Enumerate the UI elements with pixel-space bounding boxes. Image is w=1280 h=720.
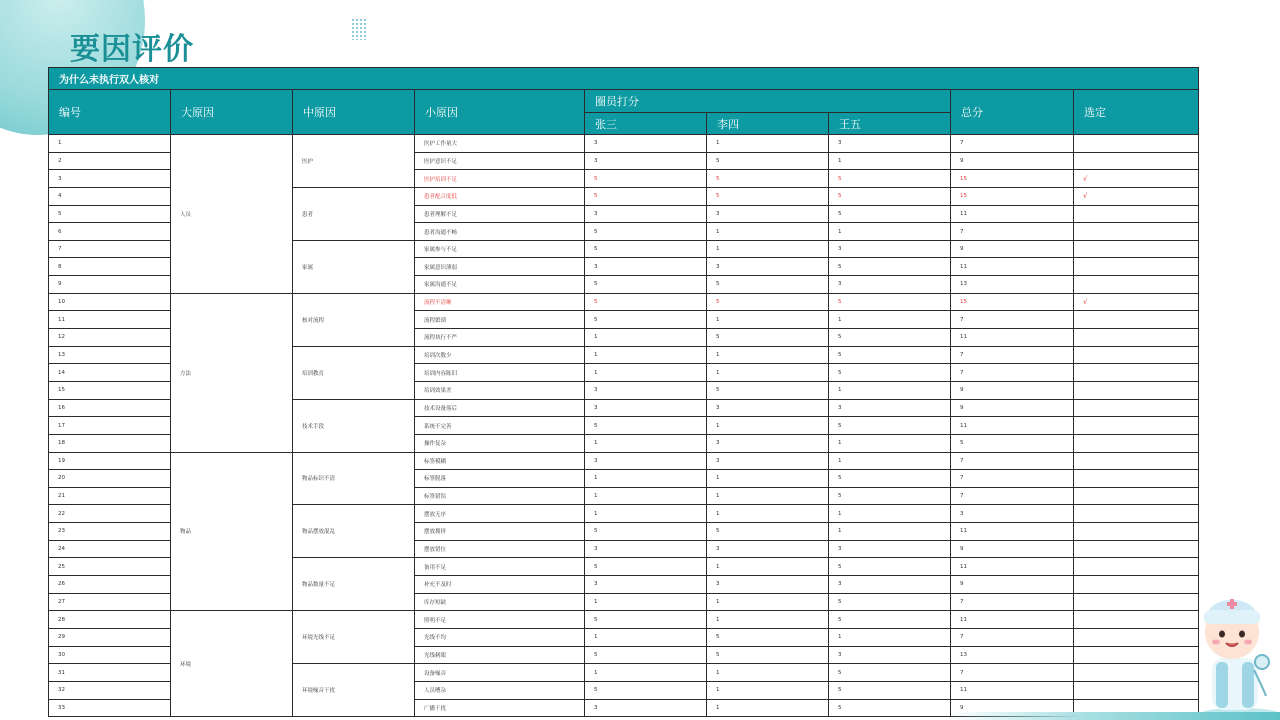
cell-no: 18	[49, 434, 171, 452]
header-no: 编号	[49, 90, 171, 135]
cell-score-member-2: 1	[707, 558, 829, 576]
cell-total: 9	[951, 240, 1074, 258]
cell-total: 9	[951, 399, 1074, 417]
cell-score-member-2: 1	[707, 223, 829, 241]
cell-score-member-3: 1	[829, 311, 951, 329]
cell-score-member-3: 3	[829, 646, 951, 664]
cell-total: 7	[951, 628, 1074, 646]
cell-minor-cause: 光线刺眼	[415, 646, 585, 664]
cell-score-member-3: 5	[829, 558, 951, 576]
cell-selected	[1074, 417, 1199, 435]
cell-score-member-2: 1	[707, 699, 829, 717]
cell-score-member-3: 3	[829, 240, 951, 258]
cell-major-cause: 环境	[171, 611, 293, 717]
cell-middle-cause: 环境光线不足	[293, 611, 415, 664]
cell-minor-cause: 医护培训不足	[415, 170, 585, 188]
cell-score-member-1: 1	[585, 505, 707, 523]
cell-minor-cause: 患者沟通不畅	[415, 223, 585, 241]
cell-selected	[1074, 487, 1199, 505]
cell-selected	[1074, 505, 1199, 523]
cell-minor-cause: 备用不足	[415, 558, 585, 576]
cell-total: 15	[951, 293, 1074, 311]
cell-score-member-1: 3	[585, 540, 707, 558]
cell-no: 3	[49, 170, 171, 188]
cell-selected	[1074, 311, 1199, 329]
cell-minor-cause: 流程执行不严	[415, 329, 585, 347]
cell-minor-cause: 流程不清晰	[415, 293, 585, 311]
cell-no: 31	[49, 664, 171, 682]
cell-total: 9	[951, 381, 1074, 399]
cell-score-member-3: 5	[829, 470, 951, 488]
cell-score-member-3: 5	[829, 681, 951, 699]
cell-score-member-3: 3	[829, 135, 951, 153]
cell-total: 11	[951, 329, 1074, 347]
cell-middle-cause: 家属	[293, 240, 415, 293]
cell-score-member-3: 1	[829, 152, 951, 170]
cell-selected	[1074, 346, 1199, 364]
cell-score-member-3: 5	[829, 187, 951, 205]
cell-no: 13	[49, 346, 171, 364]
cell-middle-cause: 环境噪音干扰	[293, 664, 415, 717]
cell-score-member-2: 3	[707, 576, 829, 594]
cell-minor-cause: 操作复杂	[415, 434, 585, 452]
cell-score-member-2: 1	[707, 681, 829, 699]
cell-no: 4	[49, 187, 171, 205]
cell-selected	[1074, 276, 1199, 294]
cell-no: 1	[49, 135, 171, 153]
cell-selected	[1074, 223, 1199, 241]
cell-score-member-1: 5	[585, 646, 707, 664]
cell-score-member-3: 1	[829, 452, 951, 470]
cell-selected	[1074, 329, 1199, 347]
cell-minor-cause: 技术设备落后	[415, 399, 585, 417]
cell-score-member-2: 5	[707, 187, 829, 205]
cell-total: 7	[951, 452, 1074, 470]
cell-score-member-1: 5	[585, 276, 707, 294]
cell-major-cause: 方法	[171, 293, 293, 452]
doctor-mascot-illustration	[1196, 596, 1280, 720]
header-minor-cause: 小原因	[415, 90, 585, 135]
floor-wave-decoration	[948, 712, 1280, 720]
cell-no: 7	[49, 240, 171, 258]
cell-score-member-1: 3	[585, 452, 707, 470]
cell-score-member-1: 3	[585, 381, 707, 399]
cell-score-member-1: 5	[585, 223, 707, 241]
cell-score-member-3: 5	[829, 205, 951, 223]
cell-total: 11	[951, 681, 1074, 699]
cell-score-member-2: 1	[707, 470, 829, 488]
cell-total: 7	[951, 223, 1074, 241]
cell-score-member-2: 5	[707, 646, 829, 664]
cell-score-member-3: 3	[829, 399, 951, 417]
cell-score-member-2: 3	[707, 434, 829, 452]
cell-score-member-3: 5	[829, 170, 951, 188]
cell-score-member-2: 1	[707, 240, 829, 258]
cell-score-member-1: 3	[585, 135, 707, 153]
cell-score-member-3: 1	[829, 434, 951, 452]
cell-score-member-1: 5	[585, 170, 707, 188]
cell-minor-cause: 标签模糊	[415, 452, 585, 470]
cell-minor-cause: 患者配合度低	[415, 187, 585, 205]
cause-evaluation-table	[48, 67, 1199, 717]
cell-major-cause: 人员	[171, 135, 293, 294]
cell-no: 16	[49, 399, 171, 417]
header-middle-cause: 中原因	[293, 90, 415, 135]
cell-middle-cause: 培训教育	[293, 346, 415, 399]
cell-score-member-3: 5	[829, 611, 951, 629]
header-member-3: 王五	[829, 113, 951, 135]
cell-score-member-1: 1	[585, 593, 707, 611]
cell-score-member-1: 1	[585, 470, 707, 488]
cell-no: 6	[49, 223, 171, 241]
cell-minor-cause: 摆放无序	[415, 505, 585, 523]
cell-score-member-2: 1	[707, 664, 829, 682]
cell-total: 5	[951, 434, 1074, 452]
cell-selected	[1074, 558, 1199, 576]
cell-score-member-2: 1	[707, 611, 829, 629]
cell-selected	[1074, 381, 1199, 399]
cell-selected	[1074, 399, 1199, 417]
cell-minor-cause: 广播干扰	[415, 699, 585, 717]
cell-minor-cause: 库存短缺	[415, 593, 585, 611]
cell-no: 24	[49, 540, 171, 558]
header-score-group: 圈员打分	[585, 90, 951, 113]
cell-score-member-3: 5	[829, 699, 951, 717]
cell-no: 28	[49, 611, 171, 629]
cell-minor-cause: 家属参与不足	[415, 240, 585, 258]
cell-score-member-1: 5	[585, 293, 707, 311]
cell-score-member-3: 3	[829, 576, 951, 594]
cell-score-member-1: 1	[585, 664, 707, 682]
cell-score-member-3: 5	[829, 329, 951, 347]
cell-no: 2	[49, 152, 171, 170]
cell-minor-cause: 照明不足	[415, 611, 585, 629]
cell-total: 7	[951, 470, 1074, 488]
cell-no: 19	[49, 452, 171, 470]
cell-score-member-3: 3	[829, 276, 951, 294]
cell-score-member-1: 1	[585, 346, 707, 364]
cell-score-member-3: 3	[829, 540, 951, 558]
cell-middle-cause: 物品标识不清	[293, 452, 415, 505]
cell-total: 9	[951, 699, 1074, 717]
dot-grid-decoration	[351, 18, 367, 40]
cell-selected	[1074, 152, 1199, 170]
cell-selected	[1074, 646, 1199, 664]
cell-score-member-3: 5	[829, 346, 951, 364]
cell-no: 25	[49, 558, 171, 576]
cell-selected	[1074, 470, 1199, 488]
cell-score-member-3: 1	[829, 223, 951, 241]
header-member-2: 李四	[707, 113, 829, 135]
cell-score-member-1: 5	[585, 523, 707, 541]
table-caption: 为什么未执行双人核对	[49, 68, 1199, 90]
cell-selected	[1074, 205, 1199, 223]
cell-no: 26	[49, 576, 171, 594]
cell-minor-cause: 标签脱落	[415, 470, 585, 488]
cell-no: 17	[49, 417, 171, 435]
cell-score-member-1: 5	[585, 417, 707, 435]
header-major-cause: 大原因	[171, 90, 293, 135]
cell-selected	[1074, 434, 1199, 452]
cell-score-member-3: 1	[829, 628, 951, 646]
cell-minor-cause: 培训效果差	[415, 381, 585, 399]
cell-score-member-1: 5	[585, 611, 707, 629]
cell-minor-cause: 家属沟通不足	[415, 276, 585, 294]
cell-total: 7	[951, 364, 1074, 382]
cell-selected	[1074, 611, 1199, 629]
table-row	[49, 293, 1199, 311]
cell-score-member-3: 5	[829, 593, 951, 611]
cell-total: 11	[951, 417, 1074, 435]
header-total: 总分	[951, 90, 1074, 135]
cell-minor-cause: 人员嘈杂	[415, 681, 585, 699]
cell-score-member-1: 5	[585, 311, 707, 329]
cell-selected	[1074, 593, 1199, 611]
cell-no: 5	[49, 205, 171, 223]
cell-total: 15	[951, 187, 1074, 205]
cell-selected	[1074, 452, 1199, 470]
cell-selected	[1074, 135, 1199, 153]
cell-score-member-1: 3	[585, 399, 707, 417]
cell-no: 12	[49, 329, 171, 347]
cell-score-member-2: 3	[707, 399, 829, 417]
cell-minor-cause: 医护意识不足	[415, 152, 585, 170]
cell-selected: √	[1074, 187, 1199, 205]
cell-no: 10	[49, 293, 171, 311]
cell-score-member-2: 3	[707, 258, 829, 276]
cell-minor-cause: 系统不完善	[415, 417, 585, 435]
cell-score-member-2: 1	[707, 135, 829, 153]
table-body	[49, 135, 1199, 717]
evaluation-table-container	[48, 67, 1198, 717]
cell-score-member-2: 3	[707, 540, 829, 558]
cell-no: 14	[49, 364, 171, 382]
cell-selected	[1074, 681, 1199, 699]
cell-no: 32	[49, 681, 171, 699]
cell-minor-cause: 培训次数少	[415, 346, 585, 364]
cell-score-member-1: 3	[585, 699, 707, 717]
cell-score-member-1: 1	[585, 434, 707, 452]
cell-no: 30	[49, 646, 171, 664]
cell-minor-cause: 摆放错位	[415, 540, 585, 558]
cell-total: 11	[951, 558, 1074, 576]
cell-score-member-1: 1	[585, 329, 707, 347]
cell-score-member-1: 5	[585, 240, 707, 258]
cell-no: 11	[49, 311, 171, 329]
cell-score-member-3: 5	[829, 293, 951, 311]
cell-score-member-3: 1	[829, 523, 951, 541]
cell-no: 20	[49, 470, 171, 488]
cell-score-member-1: 3	[585, 258, 707, 276]
cell-minor-cause: 医护工作量大	[415, 135, 585, 153]
cell-total: 15	[951, 170, 1074, 188]
cell-no: 8	[49, 258, 171, 276]
cell-score-member-3: 1	[829, 505, 951, 523]
cell-total: 9	[951, 540, 1074, 558]
cell-score-member-2: 1	[707, 311, 829, 329]
table-row	[49, 611, 1199, 629]
cell-total: 13	[951, 646, 1074, 664]
cell-middle-cause: 物品数量不足	[293, 558, 415, 611]
cell-no: 15	[49, 381, 171, 399]
cell-minor-cause: 标签错误	[415, 487, 585, 505]
cell-score-member-1: 3	[585, 205, 707, 223]
cell-score-member-3: 5	[829, 417, 951, 435]
cell-minor-cause: 患者理解不足	[415, 205, 585, 223]
cell-selected: √	[1074, 170, 1199, 188]
cell-total: 7	[951, 664, 1074, 682]
cell-total: 7	[951, 593, 1074, 611]
table-row	[49, 135, 1199, 153]
cell-score-member-3: 5	[829, 487, 951, 505]
cell-middle-cause: 核对流程	[293, 293, 415, 346]
cell-score-member-2: 5	[707, 276, 829, 294]
cell-selected	[1074, 664, 1199, 682]
cell-total: 11	[951, 611, 1074, 629]
cell-score-member-2: 5	[707, 628, 829, 646]
cell-score-member-3: 1	[829, 381, 951, 399]
cell-score-member-1: 3	[585, 576, 707, 594]
header-selected: 选定	[1074, 90, 1199, 135]
table-row	[49, 452, 1199, 470]
cell-total: 7	[951, 311, 1074, 329]
cell-no: 22	[49, 505, 171, 523]
cell-score-member-2: 5	[707, 293, 829, 311]
cell-no: 9	[49, 276, 171, 294]
cell-score-member-2: 5	[707, 329, 829, 347]
cell-score-member-1: 5	[585, 681, 707, 699]
cell-selected	[1074, 523, 1199, 541]
cell-score-member-3: 5	[829, 364, 951, 382]
cell-score-member-2: 5	[707, 523, 829, 541]
cell-total: 11	[951, 258, 1074, 276]
cell-minor-cause: 摆放拥挤	[415, 523, 585, 541]
cell-score-member-2: 3	[707, 205, 829, 223]
cell-score-member-1: 3	[585, 152, 707, 170]
cell-selected	[1074, 540, 1199, 558]
cell-no: 21	[49, 487, 171, 505]
cell-selected	[1074, 240, 1199, 258]
cell-minor-cause: 培训内容陈旧	[415, 364, 585, 382]
cell-score-member-1: 5	[585, 558, 707, 576]
cell-total: 7	[951, 346, 1074, 364]
cell-score-member-2: 1	[707, 505, 829, 523]
cell-middle-cause: 技术手段	[293, 399, 415, 452]
cell-total: 7	[951, 135, 1074, 153]
cell-selected	[1074, 628, 1199, 646]
cell-score-member-2: 3	[707, 452, 829, 470]
cell-middle-cause: 物品摆放混乱	[293, 505, 415, 558]
cell-total: 11	[951, 205, 1074, 223]
cell-score-member-2: 5	[707, 152, 829, 170]
cell-total: 9	[951, 152, 1074, 170]
cell-score-member-1: 1	[585, 364, 707, 382]
cell-minor-cause: 补充不及时	[415, 576, 585, 594]
cell-score-member-3: 5	[829, 258, 951, 276]
cell-selected	[1074, 258, 1199, 276]
cell-total: 11	[951, 523, 1074, 541]
page-title: 要因评价	[70, 32, 194, 67]
cell-total: 3	[951, 505, 1074, 523]
cell-score-member-3: 5	[829, 664, 951, 682]
cell-total: 13	[951, 276, 1074, 294]
cell-total: 7	[951, 487, 1074, 505]
cell-major-cause: 物品	[171, 452, 293, 611]
cell-score-member-1: 1	[585, 628, 707, 646]
cell-selected	[1074, 576, 1199, 594]
cell-score-member-1: 5	[585, 187, 707, 205]
cell-no: 33	[49, 699, 171, 717]
cell-middle-cause: 医护	[293, 135, 415, 188]
cell-score-member-2: 5	[707, 381, 829, 399]
cell-no: 29	[49, 628, 171, 646]
cell-selected	[1074, 364, 1199, 382]
cell-score-member-2: 5	[707, 170, 829, 188]
cell-score-member-2: 1	[707, 364, 829, 382]
cell-score-member-1: 1	[585, 487, 707, 505]
cell-minor-cause: 家属意识薄弱	[415, 258, 585, 276]
cell-score-member-2: 1	[707, 593, 829, 611]
cell-score-member-2: 1	[707, 487, 829, 505]
cell-minor-cause: 流程繁琐	[415, 311, 585, 329]
header-member-1: 张三	[585, 113, 707, 135]
cell-total: 9	[951, 576, 1074, 594]
cell-minor-cause: 光线不均	[415, 628, 585, 646]
cell-no: 27	[49, 593, 171, 611]
cell-no: 23	[49, 523, 171, 541]
cell-score-member-2: 1	[707, 346, 829, 364]
cell-minor-cause: 设备噪音	[415, 664, 585, 682]
cell-selected: √	[1074, 293, 1199, 311]
cell-score-member-2: 1	[707, 417, 829, 435]
cell-middle-cause: 患者	[293, 187, 415, 240]
